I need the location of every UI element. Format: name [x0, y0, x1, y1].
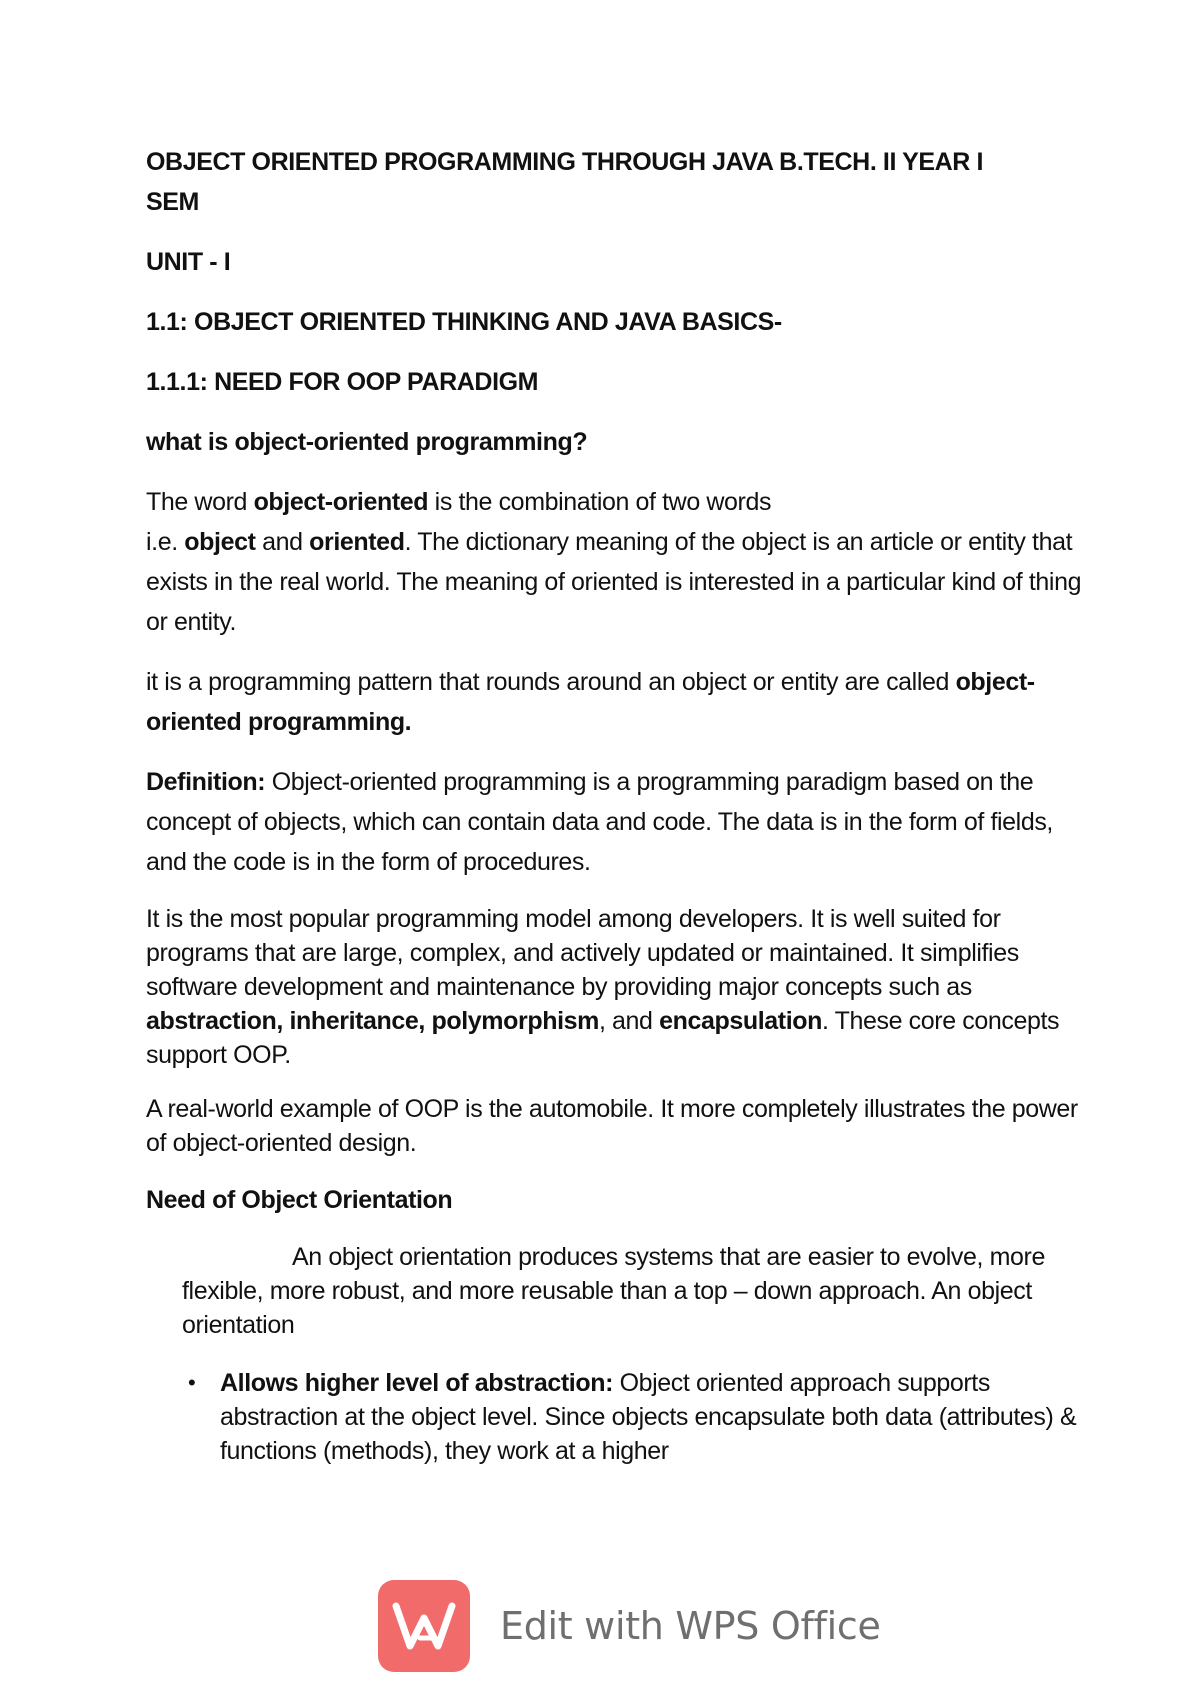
paragraph-example: A real-world example of OOP is the automobile. It more completely illustrates the power of object-oriented design.	[146, 1095, 1078, 1157]
text-run: is the combination of two words	[428, 488, 772, 516]
section-heading: 1.1: OBJECT ORIENTED THINKING AND JAVA BASICS-	[146, 308, 782, 336]
paragraph-pattern	[146, 662, 1086, 742]
wps-edit-label[interactable]: Edit with WPS Office	[500, 1604, 881, 1648]
paragraph-need	[182, 1240, 1086, 1342]
text-run: and	[255, 528, 310, 556]
document-title	[146, 142, 1086, 222]
text-run: It is the most popular programming model among developers. It is well suited for programs that are large, complex, and actively updated or maintained. It simplifies software development and maintenance by providing major concepts such as	[146, 905, 1019, 1001]
title-line-2: SEM	[146, 188, 199, 216]
text-run: An object orientation produces systems that are easier to evolve, more flexible, more robust, and more reusable than a top – down approach. An object orientation	[182, 1243, 1045, 1339]
list-item	[188, 1366, 1086, 1468]
wps-logo-icon[interactable]	[378, 1580, 470, 1672]
paragraph-definition	[146, 762, 1086, 882]
text-run: i.e.	[146, 528, 185, 556]
unit-heading: UNIT - I	[146, 248, 231, 276]
text-run: it is a programming pattern that rounds around an object or entity are called	[146, 668, 956, 696]
paragraph-popularity	[146, 902, 1086, 1072]
bold-term: object	[184, 528, 256, 556]
paragraph-intro	[146, 482, 1086, 642]
text-run: Object-oriented programming is a programming paradigm based on the concept of objects, which can contain data and code. The data is in the form of fields, and the code is in the form of procedures.	[146, 768, 1053, 876]
wps-w-glyph-icon	[392, 1598, 456, 1654]
bold-term: object-oriented programming.	[146, 668, 1035, 736]
wps-watermark[interactable]	[378, 1580, 881, 1672]
question-heading: what is object-oriented programming?	[146, 428, 588, 456]
bold-term: abstraction, inheritance, polymorphism	[146, 1007, 599, 1035]
bold-term: Definition:	[146, 768, 266, 796]
subsection-heading: 1.1.1: NEED FOR OOP PARADIGM	[146, 368, 539, 396]
bullet-icon: •	[188, 1370, 196, 1395]
bold-term: encapsulation	[659, 1007, 823, 1035]
bold-term: oriented	[309, 528, 405, 556]
text-run: . The dictionary meaning of the object is an article or entity that exists in the real world. The meaning of oriented is interested in a particular kind of thing or entity.	[146, 528, 1082, 636]
document-body	[146, 142, 1086, 1468]
text-run: . These core concepts support OOP.	[146, 1007, 1060, 1069]
bold-term: Allows higher level of abstraction:	[220, 1369, 614, 1397]
title-line-1: OBJECT ORIENTED PROGRAMMING THROUGH JAVA B.TECH. II YEAR I	[146, 148, 984, 176]
bullet-list	[182, 1366, 1086, 1468]
text-run: The word	[146, 488, 254, 516]
bold-term: object-oriented	[253, 488, 429, 516]
text-run: , and	[598, 1007, 660, 1035]
text-run: Object oriented approach supports abstraction at the object level. Since objects encapsulate both data (attributes) & functions (methods), they work at a higher	[220, 1369, 1077, 1465]
need-heading: Need of Object Orientation	[146, 1186, 453, 1214]
